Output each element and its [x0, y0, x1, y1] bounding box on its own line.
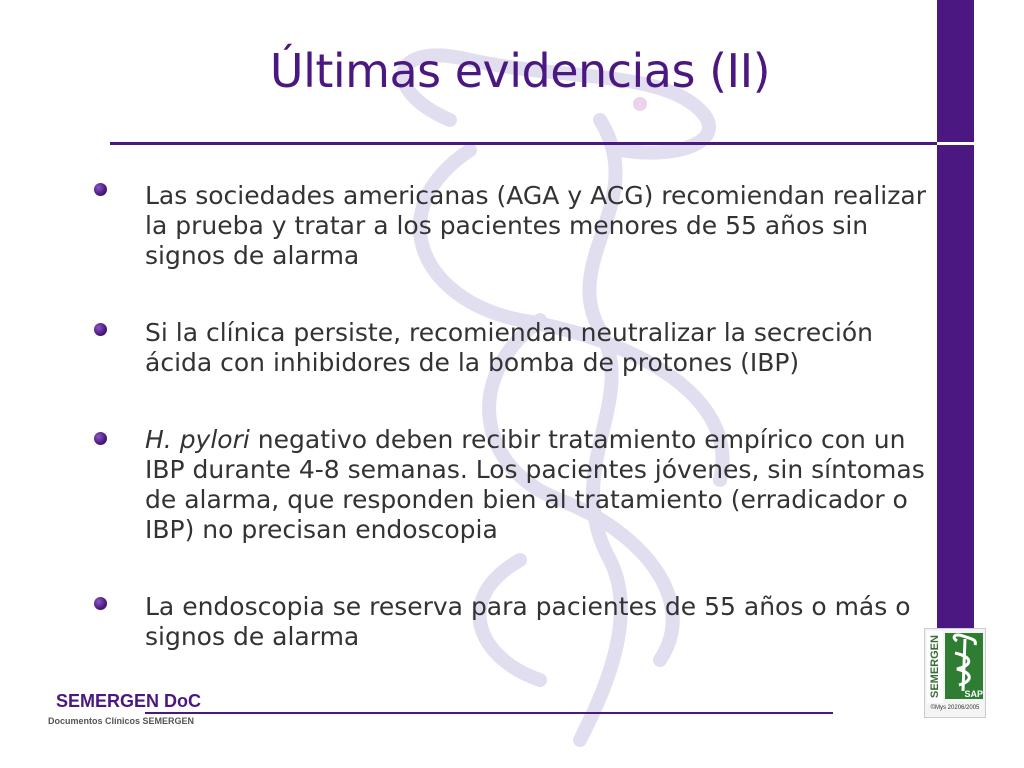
bullet-item-3-text: negativo deben recibir tratamiento empírico con un IBP durante 4-8 semanas. Los pacientes jóvenes, sin síntomas de alarma, que responden bien al tratamiento (erradicador o IBP) no precisan endoscopia — [145, 425, 925, 544]
right-sidebar-bar — [937, 0, 974, 628]
bullet-icon — [94, 183, 107, 196]
bullet-item-4: La endoscopia se reserva para pacientes de 55 años o más o signos de alarma — [145, 592, 911, 651]
footer-divider — [145, 712, 833, 714]
bullet-item-2: Si la clínica persiste, recomiendan neutralizar la secreción ácida con inhibidores de la bomba de protones (IBP) — [145, 318, 874, 377]
bullet-item-1: Las sociedades americanas (AGA y ACG) recomiendan realizar la prueba y tratar a los pacientes menores de 55 años sin signos de alarma — [145, 181, 926, 270]
footer-logo: SEMERGEN DoC — [56, 691, 202, 711]
sidebar-divider-gap — [937, 142, 974, 145]
semergen-badge — [924, 628, 986, 718]
bullet-icon — [94, 597, 107, 610]
badge-vertical-text: SEMERGEN — [929, 635, 941, 699]
bullet-item-3 — [145, 425, 935, 545]
title-divider — [110, 142, 974, 145]
bullet-icon — [94, 432, 107, 445]
badge-reference: ©Mys 20206/2005 — [930, 705, 980, 711]
badge-corner-text: SAP — [964, 689, 983, 699]
bullet-item-3-italic: H. pylori — [145, 425, 250, 454]
footer-subtitle: Documentos Clínicos SEMERGEN — [48, 716, 195, 726]
slide-title: Últimas evidencias (II) — [269, 44, 771, 98]
bullet-icon — [94, 323, 107, 336]
